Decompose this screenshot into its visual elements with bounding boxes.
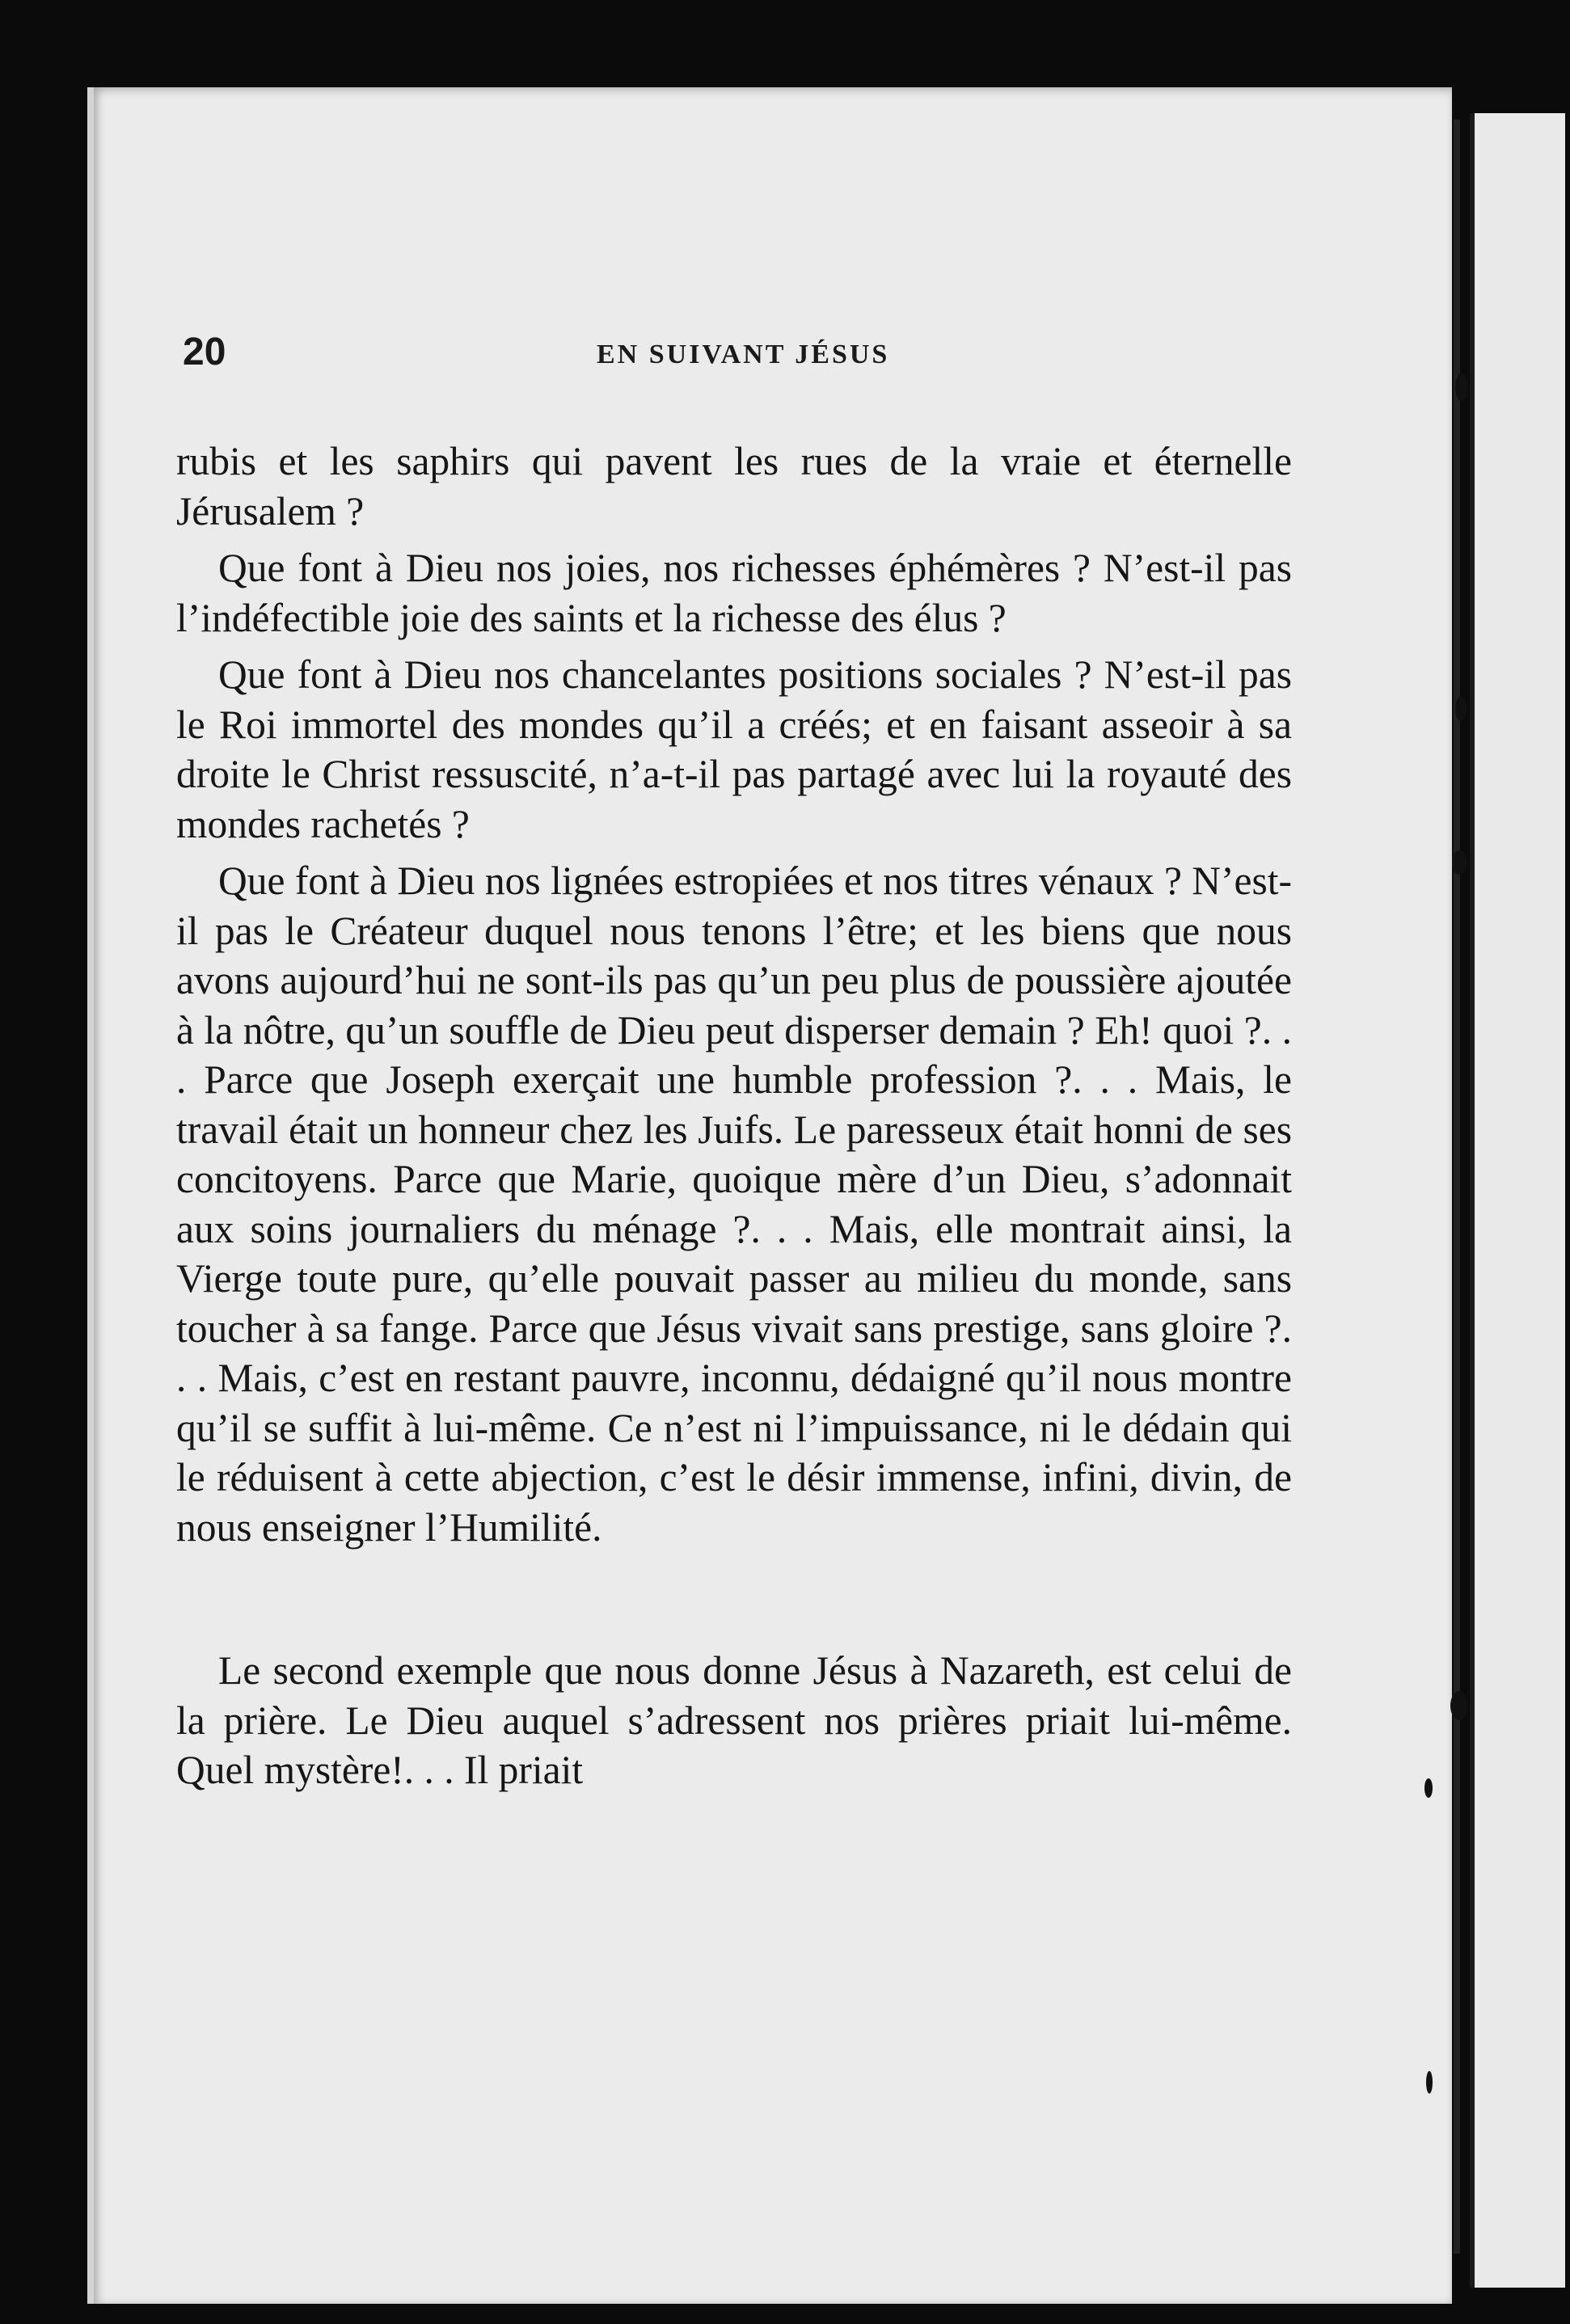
scan-speck — [1452, 850, 1467, 875]
paragraph-continuation: rubis et les saphirs qui pavent les rues de la vraie et éternelle Jérusalem ? — [176, 439, 1292, 534]
body-text — [176, 437, 1292, 1803]
adjacent-page-edge — [1470, 113, 1565, 2288]
paragraph: Que font à Dieu nos chancelantes positions sociales ? N’est-il pas le Roi immortel des mondes qu’il a créés; et en faisant asseoir à sa droite le Christ ressuscité, n’a-t-il pas partagé avec lui la royauté des mondes rachetés ? — [176, 652, 1292, 846]
page-number: 20 — [183, 331, 226, 373]
scan-speck — [1455, 373, 1468, 401]
scan-speck — [1424, 1778, 1433, 1798]
scan-speck — [1426, 2071, 1433, 2094]
paragraph: Que font à Dieu nos lignées estropiées et nos titres vénaux ? N’est-il pas le Créateur duquel nous tenons l’être; et les biens que nous avons aujourd’hui ne sont-ils pas qu’un peu plus de poussière ajoutée à la nôtre, qu’un souffle de Dieu peut disperser demain ? Eh! quoi ?. . . Parce que Joseph exerçait une humble profession ?. . . Mais, le travail était un honneur chez les Juifs. Le paresseux était honni de ses concitoyens. Parce que Marie, quoique mère d’un Dieu, s’adonnait aux soins journaliers du ménage ?. . . Mais, elle montrait ainsi, la Vierge toute pure, qu’elle pouvait passer au milieu du monde, sans toucher à sa fange. Parce que Jésus vivait sans prestige, sans gloire ?. . . Mais, c’est en restant pauvre, inconnu, dédaigné qu’il nous montre qu’il se suffit à lui-même. Ce n’est ni l’impuissance, ni le dédain qui le réduisent à cette abjection, c’est le désir immense, infini, divin, de nous enseigner l’Humilité. — [176, 858, 1292, 1550]
running-header — [183, 330, 1298, 394]
scan-speck — [1455, 697, 1467, 721]
running-title: EN SUIVANT JÉSUS — [597, 340, 890, 369]
paragraph: Que font à Dieu nos joies, nos richesses éphémères ? N’est-il pas l’indéfectible joie des saints et la richesse des élus ? — [176, 546, 1292, 640]
scan-speck — [1450, 1691, 1468, 1720]
paragraph-section-start: Le second exemple que nous donne Jésus à Nazareth, est celui de la prière. Le Dieu auquel s’adressent nos prières priait lui-même. Quel mystère!. . . Il priait — [176, 1648, 1292, 1792]
